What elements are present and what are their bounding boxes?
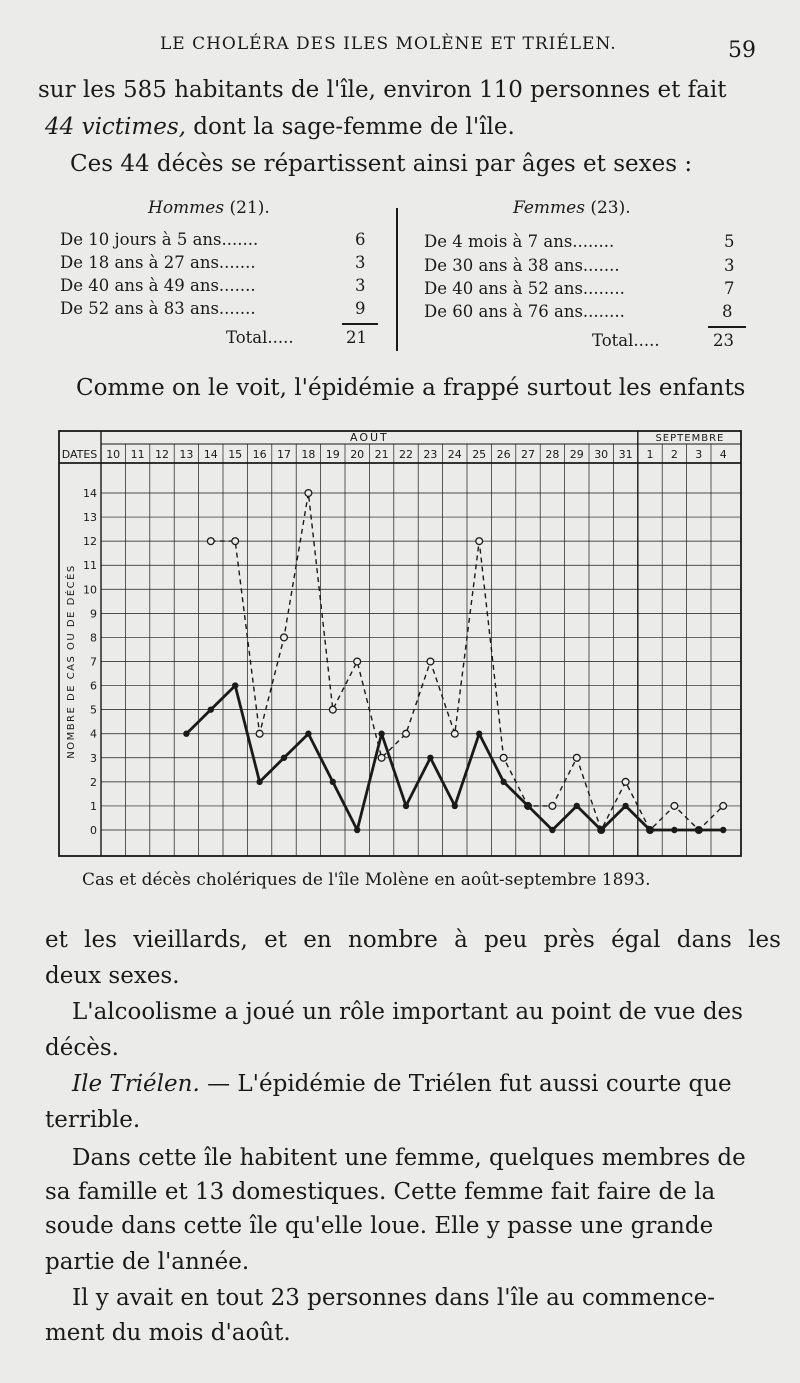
data-point-open	[549, 803, 556, 810]
text-line: décès.	[45, 1035, 119, 1061]
x-tick-label: 12	[155, 448, 169, 461]
x-tick-label: 11	[130, 448, 145, 461]
text-line: terrible.	[45, 1107, 141, 1133]
text-line	[72, 1066, 732, 1102]
text-span: — L'épidémie de Triélen fut aussi courte que	[199, 1071, 732, 1097]
x-tick-label: 13	[179, 448, 194, 461]
text-line	[45, 109, 515, 145]
data-point-solid	[208, 706, 214, 712]
men-row-value: 3	[355, 276, 366, 295]
running-title: LE CHOLÉRA DES ILES MOLÈNE ET TRIÉLEN.	[160, 34, 617, 54]
y-tick-label: 12	[83, 535, 97, 549]
data-point-solid	[378, 731, 384, 737]
x-tick-label: 22	[399, 448, 413, 461]
data-point-solid	[427, 755, 433, 761]
text-line: L'alcoolisme a joué un rôle important au point de vue des	[72, 999, 743, 1025]
data-point-open	[329, 706, 336, 713]
text-line: Comme on le voit, l'épidémie a frappé surtout les enfants	[76, 375, 746, 401]
text-line: et les vieillards, et en nombre à peu près égal dans les	[45, 927, 781, 953]
women-total-value: 23	[713, 331, 734, 350]
data-point-open	[403, 730, 410, 737]
data-point-solid	[574, 803, 580, 809]
x-tick-label: 3	[695, 448, 703, 461]
data-point-solid	[500, 779, 506, 785]
data-point-solid	[452, 803, 458, 809]
y-tick-label: 1	[90, 799, 97, 813]
text-line: Ces 44 décès se répartissent ainsi par âges et sexes :	[70, 151, 693, 177]
data-point-solid	[183, 731, 189, 737]
x-tick-label: 14	[203, 448, 218, 461]
men-total-label: Total.....	[226, 328, 294, 347]
italic-heading: Ile Triélen.	[72, 1071, 200, 1097]
men-count: (21).	[224, 198, 270, 218]
dates-label: DATES	[61, 448, 98, 461]
women-total-label: Total.....	[592, 331, 660, 350]
data-point-solid	[720, 827, 726, 833]
x-tick-label: 1	[646, 448, 654, 461]
y-tick-label: 11	[83, 559, 97, 573]
data-point-open	[281, 634, 288, 641]
data-point-solid	[354, 827, 360, 833]
data-point-solid	[647, 827, 653, 833]
women-column-title	[513, 198, 631, 218]
table-column-divider	[396, 208, 398, 351]
text-line: soude dans cette île qu'elle loue. Elle y passe une grande	[45, 1213, 714, 1239]
data-point-open	[207, 538, 214, 545]
x-tick-label: 19	[325, 448, 340, 461]
x-tick-label: 20	[350, 448, 365, 461]
y-tick-label: 0	[90, 824, 97, 837]
women-row-label: De 4 mois à 7 ans........	[424, 232, 615, 251]
epidemic-chart	[58, 427, 742, 857]
data-point-open	[354, 658, 361, 665]
y-tick-label: 3	[90, 751, 97, 765]
women-row-label: De 60 ans à 76 ans........	[424, 302, 625, 321]
men-row-label: De 10 jours à 5 ans.......	[60, 230, 259, 249]
men-row-value: 6	[355, 230, 366, 249]
data-point-solid	[305, 731, 311, 737]
chart-caption: Cas et décès cholériques de l'île Molène en août-septembre 1893.	[82, 870, 651, 890]
data-point-solid	[622, 803, 628, 809]
women-row-value: 7	[724, 279, 735, 298]
data-point-solid	[696, 827, 702, 833]
data-point-solid	[330, 779, 336, 785]
women-row-value: 3	[724, 256, 735, 275]
women-row-label: De 30 ans à 38 ans.......	[424, 256, 620, 275]
x-tick-label: 21	[374, 448, 389, 461]
y-tick-label: 10	[83, 583, 97, 597]
x-tick-label: 26	[496, 448, 511, 461]
y-tick-label: 9	[90, 607, 97, 621]
text-line: Il y avait en tout 23 personnes dans l'île au commence-	[72, 1285, 716, 1311]
x-tick-label: 10	[106, 448, 121, 461]
x-tick-label: 16	[252, 448, 267, 461]
text-line: Dans cette île habitent une femme, quelques membres de	[72, 1145, 746, 1171]
y-tick-label: 14	[83, 487, 97, 500]
data-point-open	[573, 754, 580, 761]
data-point-open	[500, 754, 507, 761]
text-line: deux sexes.	[45, 963, 180, 989]
data-point-solid	[281, 755, 287, 761]
x-tick-label: 17	[277, 448, 291, 461]
men-column-title	[148, 198, 270, 218]
text-line: ment du mois d'août.	[45, 1320, 291, 1346]
data-point-open	[476, 538, 483, 545]
page-number: 59	[728, 38, 756, 63]
data-point-solid	[403, 803, 409, 809]
data-point-solid	[476, 731, 482, 737]
data-point-open	[671, 803, 678, 810]
data-point-open	[720, 803, 727, 810]
data-point-open	[378, 754, 385, 761]
data-point-open	[427, 658, 434, 665]
data-point-open	[232, 538, 239, 545]
men-row-label: De 18 ans à 27 ans.......	[60, 253, 256, 272]
month-label-august: AOÛT	[350, 431, 389, 444]
y-tick-label: 8	[90, 631, 97, 645]
data-point-solid	[598, 827, 604, 833]
data-point-open	[451, 730, 458, 737]
y-tick-label: 13	[83, 511, 97, 525]
women-count: (23).	[584, 198, 631, 218]
x-tick-label: 28	[545, 448, 560, 461]
chart-svg	[58, 427, 742, 857]
y-tick-label: 2	[90, 775, 97, 789]
women-title: Femmes	[513, 198, 585, 218]
data-point-open	[256, 730, 263, 737]
men-total-rule	[342, 323, 378, 325]
text-line: partie de l'année.	[45, 1249, 250, 1275]
y-axis-label: NOMBRE DE CAS OU DE DÉCÈS	[66, 564, 77, 759]
text-span: dont la sage-femme de l'île.	[185, 114, 515, 140]
x-tick-label: 30	[594, 448, 609, 461]
x-tick-label: 29	[569, 448, 584, 461]
text-line: sur les 585 habitants de l'île, environ 110 personnes et fait	[38, 77, 727, 103]
women-total-rule	[708, 326, 746, 328]
data-point-solid	[256, 779, 262, 785]
data-point-solid	[671, 827, 677, 833]
data-point-open	[622, 778, 629, 785]
women-row-value: 5	[724, 232, 735, 251]
men-row-label: De 40 ans à 49 ans.......	[60, 276, 256, 295]
x-tick-label: 2	[670, 448, 678, 461]
y-tick-label: 7	[90, 655, 97, 669]
women-row-label: De 40 ans à 52 ans........	[424, 279, 625, 298]
y-tick-label: 6	[90, 679, 97, 693]
women-row-value: 8	[722, 302, 733, 321]
men-title: Hommes	[148, 198, 225, 218]
y-tick-label: 4	[90, 727, 97, 741]
men-row-value: 3	[355, 253, 366, 272]
italic-phrase: 44 victimes,	[45, 114, 186, 140]
data-point-solid	[525, 803, 531, 809]
men-row-value: 9	[355, 299, 366, 318]
x-tick-label: 4	[719, 448, 727, 461]
data-point-solid	[549, 827, 555, 833]
x-tick-label: 27	[521, 448, 535, 461]
month-label-september: SEPTEMBRE	[655, 433, 725, 444]
x-tick-label: 15	[228, 448, 243, 461]
x-tick-label: 18	[301, 448, 316, 461]
x-tick-label: 25	[472, 448, 487, 461]
x-tick-label: 24	[447, 448, 462, 461]
men-total-value: 21	[346, 328, 367, 347]
data-point-solid	[232, 682, 238, 688]
x-tick-label: 31	[618, 448, 633, 461]
text-line: sa famille et 13 domestiques. Cette femme fait faire de la	[45, 1179, 716, 1205]
y-tick-label: 5	[90, 703, 97, 717]
x-tick-label: 23	[423, 448, 438, 461]
men-row-label: De 52 ans à 83 ans.......	[60, 299, 256, 318]
data-point-open	[305, 490, 312, 497]
